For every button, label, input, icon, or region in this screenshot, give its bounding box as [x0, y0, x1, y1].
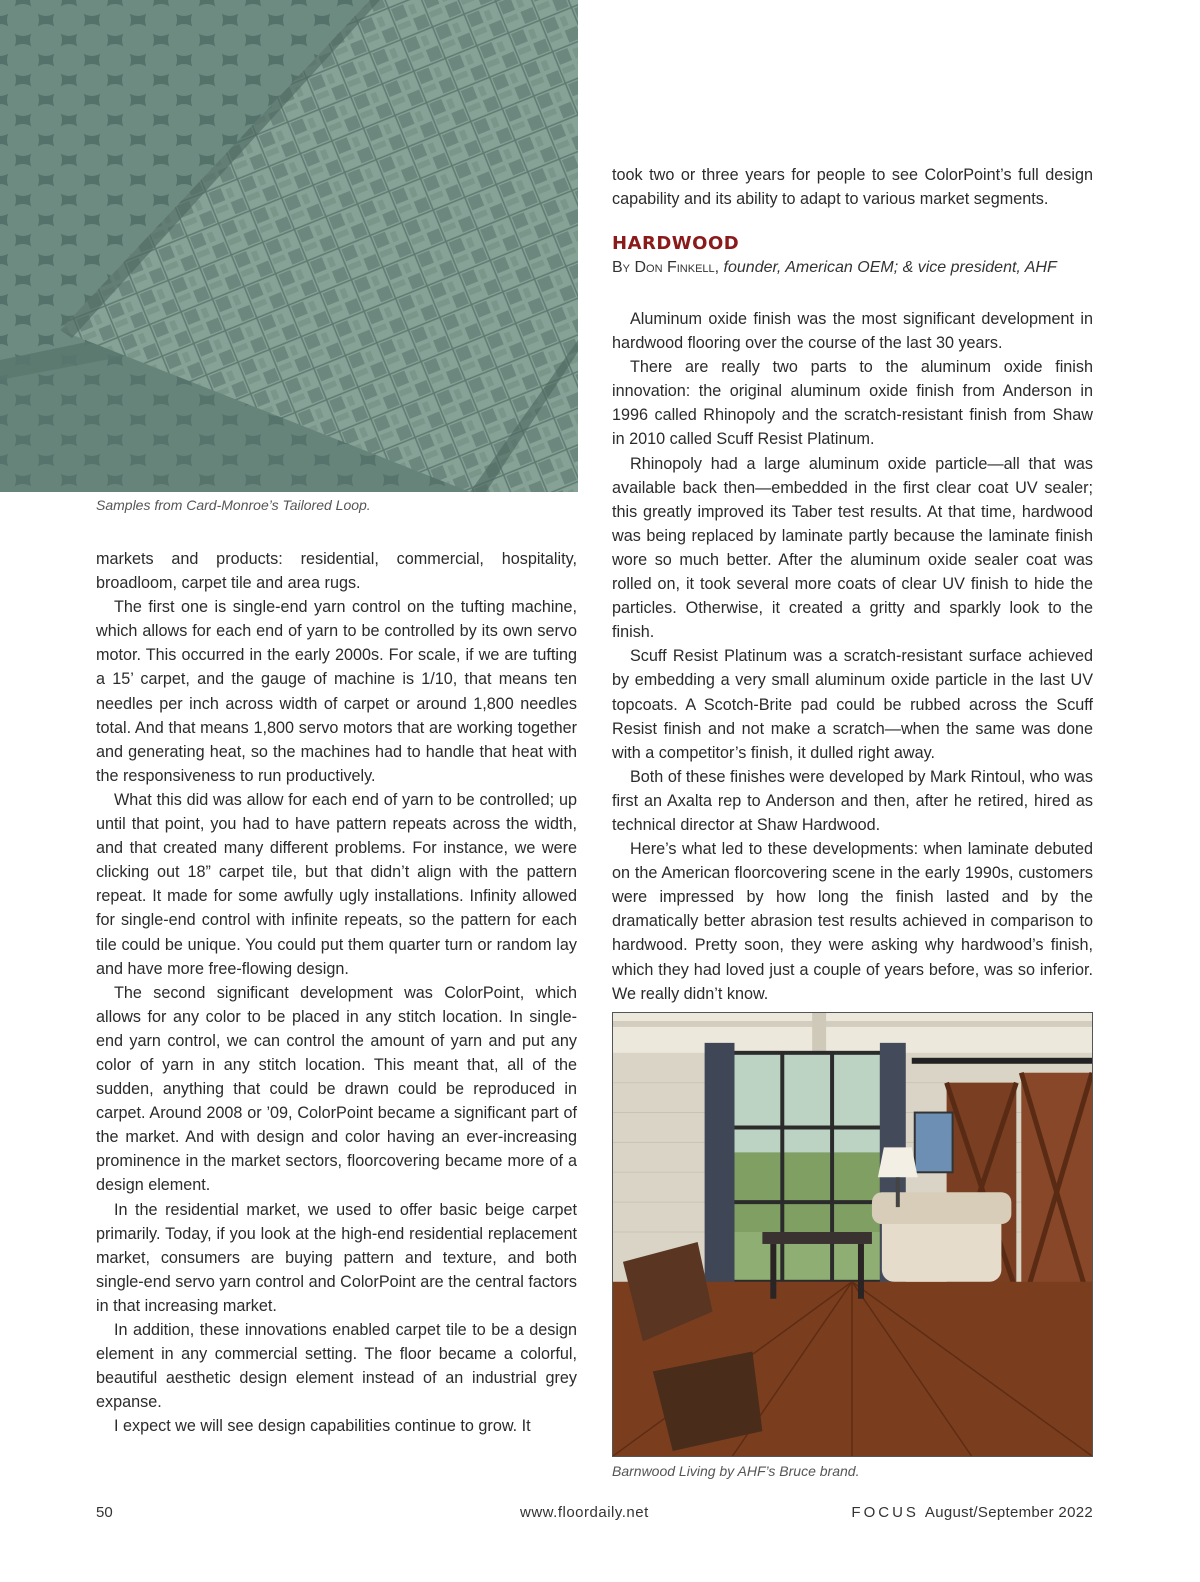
- carpet-photo-caption: Samples from Card-Monroe’s Tailored Loop.: [96, 497, 371, 513]
- byline: [612, 259, 1057, 277]
- paragraph: Aluminum oxide finish was the most significant development in hardwood flooring over the course of the last 30 years.: [612, 310, 1093, 353]
- paragraph: Both of these finishes were developed by Mark Rintoul, who was first an Axalta rep to Anderson and then, after he retired, hired as technical director at Shaw Hardwood.: [612, 767, 1093, 834]
- page-number: 50: [96, 1504, 113, 1521]
- issue-date: August/September 2022: [924, 1504, 1093, 1521]
- paragraph: What this did was allow for each end of yarn to be controlled; up until that point, you had to have pattern repeats across the width, and that created many different problems. For instance, we were clicking out 18” carpet tile, but that didn’t align with the pattern repeat. It made for some awfully ugly installations. Infinity allowed for single-end control with infinite repeats, so the pattern for each tile could be unique. You could put them quarter turn or random lay and have more free-flowing design.: [96, 790, 577, 978]
- paragraph: There are really two parts to the aluminum oxide finish innovation: the original aluminum oxide finish from Anderson in 1996 called Rhinopoly and the scratch-resistant finish from Shaw in 2010 called Scuff Resist Platinum.: [612, 358, 1093, 449]
- paragraph: took two or three years for people to see ColorPoint’s full design capability and its ability to adapt to various market segments.: [612, 166, 1093, 209]
- footer-url[interactable]: www.floordaily.net: [520, 1504, 649, 1521]
- paragraph: In the residential market, we used to offer basic beige carpet primarily. Today, if you look at the high-end residential replacement market, consumers are buying pattern and texture, and both single-end servo yarn control and ColorPoint are the central factors in that increasing market.: [96, 1200, 577, 1315]
- paragraph: Here’s what led to these developments: when laminate debuted on the American floorcovering scene in the early 1990s, customers were impressed by how long the finish lasted and by the dramatically better abrasion test results achieved in comparison to hardwood. Pretty soon, they were asking why hardwood’s finish, which they had loved just a couple of years before, was so inferior. We really didn’t know.: [612, 840, 1093, 1003]
- byline-role: founder, American OEM; & vice president, AHF: [723, 259, 1057, 276]
- paragraph: markets and products: residential, commercial, hospitality, broadloom, carpet tile and area rugs.: [96, 550, 577, 593]
- paragraph: I expect we will see design capabilities continue to grow. It: [114, 1417, 531, 1436]
- room-photo-caption: Barnwood Living by AHF’s Bruce brand.: [612, 1463, 860, 1479]
- paragraph: Scuff Resist Platinum was a scratch-resistant surface achieved by embedding a very small aluminum oxide particle in the last UV topcoats. A Scotch-Brite pad could be rubbed across the Scuff Resist finish and not make a scratch—when the same was done with a competitor’s finish, it dulled right away.: [612, 647, 1093, 762]
- living-room-photo: [612, 1012, 1093, 1457]
- footer-issue: [851, 1504, 1093, 1521]
- left-column-text: [96, 547, 577, 1438]
- section-heading: HARDWOOD: [612, 233, 740, 254]
- magazine-name: FOCUS: [851, 1504, 919, 1521]
- paragraph: Rhinopoly had a large aluminum oxide particle—all that was available back then—embedded in the first clear coat UV sealer; this greatly improved its Taber test results. At that time, hardwood was being replaced by laminate partly because the laminate finish wore so much better. After the aluminum oxide sealer coat was rolled on, it took several more coats of clear UV finish to hide the particles. Otherwise, it created a gritty and sparkly look to the finish.: [612, 454, 1093, 642]
- paragraph: The first one is single-end yarn control on the tufting machine, which allows for each end of yarn to be controlled by its own servo motor. This occurred in the early 2000s. For scale, if we are tufting a 15’ carpet, and the gauge of machine is 1/10, that means ten needles per inch across width of carpet or around 1,800 needles total. And that means 1,800 servo motors that are working together and generating heat, so the machines had to handle that heat with the responsiveness to run productively.: [96, 598, 577, 785]
- carpet-sample-photo: [0, 0, 578, 492]
- paragraph: In addition, these innovations enabled carpet tile to be a design element in any commercial setting. The floor became a colorful, beautiful aesthetic design element instead of an industrial grey expanse.: [96, 1321, 577, 1412]
- byline-author: By Don Finkell,: [612, 259, 720, 276]
- paragraph: The second significant development was ColorPoint, which allows for any color to be placed in any stitch location. In single-end yarn control, we can control the amount of yarn and put any color of yarn in any stitch location. This meant that, all of the sudden, anything that could be drawn could be reproduced in carpet. Around 2008 or ’09, ColorPoint became a significant part of the market. And with design and color having an ever-increasing prominence in the market sectors, floorcovering became more of a design element.: [96, 983, 577, 1195]
- right-column-continuation: [612, 163, 1093, 211]
- right-column-text: [612, 307, 1093, 1006]
